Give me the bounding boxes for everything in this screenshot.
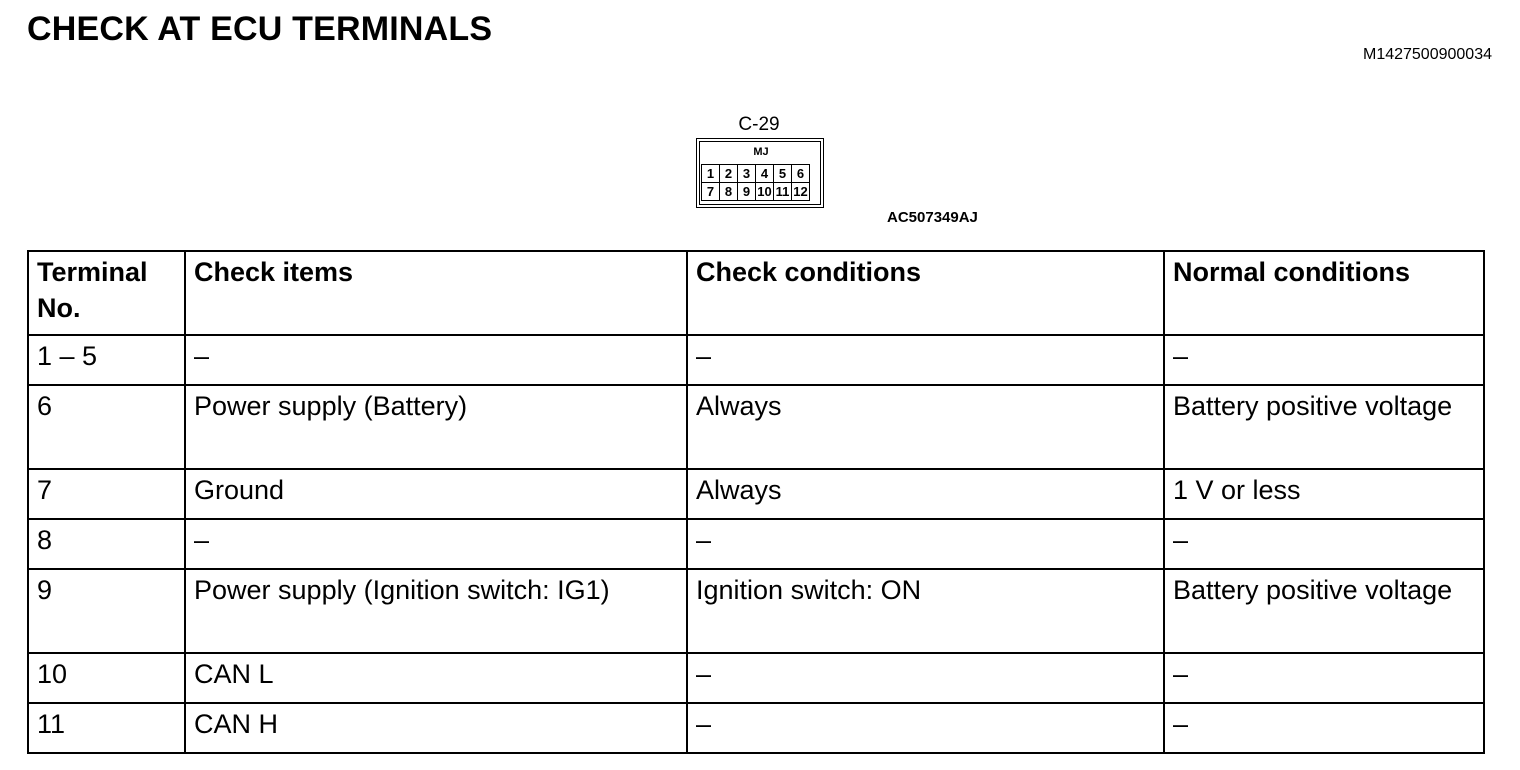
pin-grid xyxy=(701,164,810,201)
cell-normal-condition: – xyxy=(1164,335,1484,385)
pin-9: 9 xyxy=(738,183,756,201)
cell-normal-condition: Battery positive voltage xyxy=(1164,385,1484,469)
cell-check-condition: – xyxy=(687,335,1164,385)
table-row xyxy=(28,569,1484,653)
pin-row-bottom xyxy=(702,183,810,201)
table-row xyxy=(28,653,1484,703)
pin-3: 3 xyxy=(738,165,756,183)
connector-tab-label: MJ xyxy=(753,146,769,158)
cell-check-item: Ground xyxy=(185,469,687,519)
table-row xyxy=(28,469,1484,519)
header-check-conditions: Check conditions xyxy=(687,251,1164,335)
cell-check-condition: Ignition switch: ON xyxy=(687,569,1164,653)
cell-check-condition: – xyxy=(687,653,1164,703)
header-check-items: Check items xyxy=(185,251,687,335)
cell-check-condition: Always xyxy=(687,385,1164,469)
cell-normal-condition: – xyxy=(1164,653,1484,703)
pin-12: 12 xyxy=(793,184,808,199)
pin-6: 6 xyxy=(792,165,810,183)
pin-2: 2 xyxy=(720,165,738,183)
cell-terminal: 8 xyxy=(28,519,185,569)
header-normal-conditions: Normal conditions xyxy=(1164,251,1484,335)
cell-terminal: 7 xyxy=(28,469,185,519)
pin-1: 1 xyxy=(702,165,720,183)
pin-row-top xyxy=(702,165,810,183)
table-row xyxy=(28,519,1484,569)
terminal-check-table xyxy=(27,250,1485,754)
page-title: CHECK AT ECU TERMINALS xyxy=(27,10,493,48)
pin-8: 8 xyxy=(720,183,738,201)
connector-label: C-29 xyxy=(738,114,780,135)
pin-5: 5 xyxy=(774,165,792,183)
cell-normal-condition: 1 V or less xyxy=(1164,469,1484,519)
cell-terminal: 1 – 5 xyxy=(28,335,185,385)
pin-11: 11 xyxy=(774,183,792,201)
pin-4: 4 xyxy=(756,165,774,183)
pin-7: 7 xyxy=(702,183,720,201)
cell-normal-condition: – xyxy=(1164,703,1484,753)
pin-10: 10 xyxy=(757,184,772,199)
cell-terminal: 9 xyxy=(28,569,185,653)
cell-check-item: Power supply (Ignition switch: IG1) xyxy=(185,569,687,653)
table-row xyxy=(28,335,1484,385)
connector-body xyxy=(696,138,824,208)
cell-check-item: – xyxy=(185,335,687,385)
figure-code: AC507349AJ xyxy=(887,209,978,226)
cell-check-item: CAN L xyxy=(185,653,687,703)
cell-check-item: – xyxy=(185,519,687,569)
cell-check-item: Power supply (Battery) xyxy=(185,385,687,469)
cell-check-condition: – xyxy=(687,703,1164,753)
header-terminal-no: Terminal No. xyxy=(28,251,185,335)
table-row xyxy=(28,385,1484,469)
cell-check-condition: – xyxy=(687,519,1164,569)
cell-normal-condition: – xyxy=(1164,519,1484,569)
table-header-row xyxy=(28,251,1484,335)
cell-check-condition: Always xyxy=(687,469,1164,519)
cell-terminal: 10 xyxy=(28,653,185,703)
cell-terminal: 11 xyxy=(28,703,185,753)
document-code: M1427500900034 xyxy=(1362,46,1492,63)
table-row xyxy=(28,703,1484,753)
cell-normal-condition: Battery positive voltage xyxy=(1164,569,1484,653)
connector-diagram xyxy=(696,114,826,208)
cell-terminal: 6 xyxy=(28,385,185,469)
cell-check-item: CAN H xyxy=(185,703,687,753)
